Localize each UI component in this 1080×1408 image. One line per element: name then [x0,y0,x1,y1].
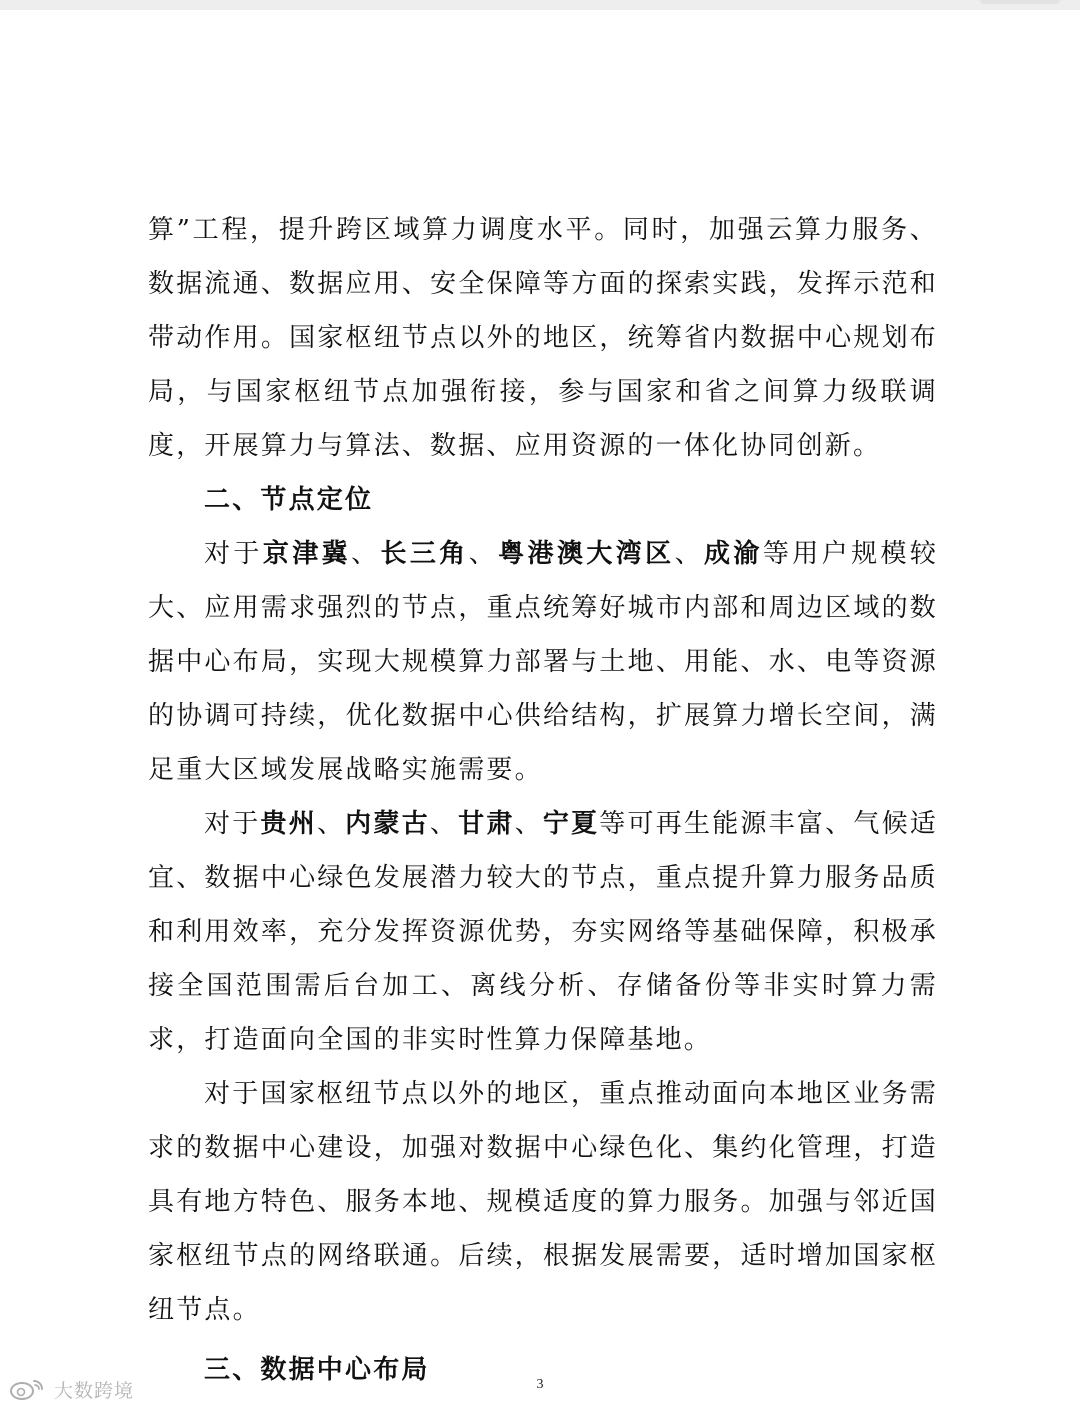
paragraph-4: 对于国家枢纽节点以外的地区，重点推动面向本地区业务需求的数据中心建设，加强对数据中心绿色化、集约化管理，打造具有地方特色、服务本地、规模适度的算力服务。加强与邻近国家枢纽节点的网络联通。后续，根据发展需要，适时增加国家枢纽节点。 [148,1079,938,1325]
top-bar-cap [980,0,1060,4]
watermark-text: 大数跨境 [54,1379,135,1402]
paragraph-2-rest: 等用户规模较大、应用需求强烈的节点，重点统筹好城市内部和周边区域的数据中心布局，实现大规模算力部署与土地、用能、水、电等资源的协调可持续，优化数据中心供给结构，扩展算力增长空间，满足重大区域发展战略实施需要。 [148,539,939,785]
region-ningxia: 宁夏 [542,809,600,839]
region-gansu: 甘肃 [458,809,515,839]
separator: 、 [351,539,381,569]
region-changsanjiao: 长三角 [380,539,469,569]
paragraph-2-prefix: 对于 [204,539,263,569]
page-number: 3 [536,1377,544,1392]
region-guizhou: 贵州 [260,809,317,839]
separator: 、 [468,539,499,569]
paragraph-3 [148,797,938,1067]
region-jingjinji: 京津冀 [262,539,352,569]
separator: 、 [674,539,705,569]
weibo-logo-icon [8,1377,48,1401]
separator: 、 [316,809,346,839]
separator: 、 [429,809,459,839]
region-chengyu: 成渝 [704,539,763,569]
document-body [148,203,938,1397]
region-yuegangao: 粤港澳大湾区 [498,539,675,569]
section-heading-2: 二、节点定位 [204,485,374,515]
watermark [8,1374,134,1404]
region-neimenggu: 内蒙古 [345,809,430,839]
separator: 、 [514,809,543,839]
paragraph-2 [148,527,938,797]
section-heading-3: 三、数据中心布局 [204,1355,430,1385]
paragraph-3-rest: 等可再生能源丰富、气候适宜、数据中心绿色发展潜力较大的节点，重点提升算力服务品质和利用效率，充分发挥资源优势，夯实网络等基础保障，积极承接全国范围需后台加工、离线分析、存储备份等非实时算力需求，打造面向全国的非实时性算力保障基地。 [148,809,939,1055]
top-bar [0,0,1080,10]
paragraph-1: 算”工程，提升跨区域算力调度水平。同时，加强云算力服务、数据流通、数据应用、安全保障等方面的探索实践，发挥示范和带动作用。国家枢纽节点以外的地区，统筹省内数据中心规划布局，与国家枢纽节点加强衔接，参与国家和省之间算力级联调度，开展算力与算法、数据、应用资源的一体化协同创新。 [148,215,938,461]
paragraph-3-prefix: 对于 [204,809,261,839]
